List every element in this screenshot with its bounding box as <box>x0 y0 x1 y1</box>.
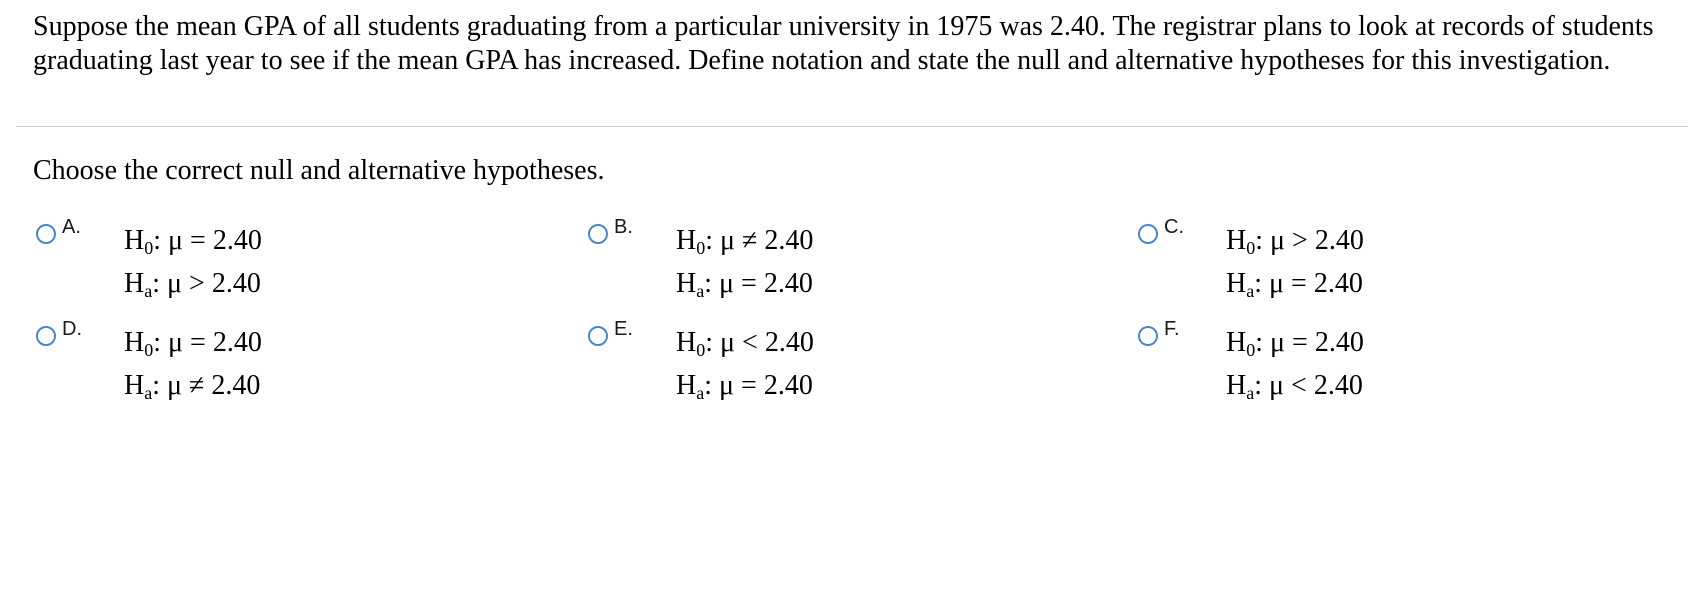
choice-letter-c: C. <box>1164 216 1184 238</box>
null-hypothesis-f: $H_0$: μ = 2.40 <box>1226 327 1364 360</box>
radio-button-b[interactable] <box>588 224 608 244</box>
instruction-text: Choose the correct null and alternative hypotheses. <box>33 155 605 186</box>
alternative-hypothesis-d: $H_a$: μ ≠ 2.40 <box>124 370 261 403</box>
divider <box>16 126 1688 127</box>
choice-f[interactable] <box>1138 318 1638 408</box>
choice-e[interactable] <box>588 318 1088 408</box>
alternative-hypothesis-e: $H_a$: μ = 2.40 <box>676 370 813 403</box>
alternative-hypothesis-a: $H_a$: μ > 2.40 <box>124 268 261 301</box>
null-hypothesis-c: $H_0$: μ > 2.40 <box>1226 225 1364 258</box>
choice-c[interactable] <box>1138 216 1638 306</box>
choice-letter-d: D. <box>62 318 82 340</box>
radio-button-e[interactable] <box>588 326 608 346</box>
choice-letter-a: A. <box>62 216 81 238</box>
alternative-hypothesis-f: $H_a$: μ < 2.40 <box>1226 370 1363 403</box>
radio-button-a[interactable] <box>36 224 56 244</box>
choice-letter-f: F. <box>1164 318 1180 340</box>
alternative-hypothesis-b: $H_a$: μ = 2.40 <box>676 268 813 301</box>
null-hypothesis-d: $H_0$: μ = 2.40 <box>124 327 262 360</box>
radio-button-f[interactable] <box>1138 326 1158 346</box>
choice-b[interactable] <box>588 216 1088 306</box>
choice-d[interactable] <box>36 318 536 408</box>
question-text: Suppose the mean GPA of all students graduating from a particular university in 1975 was 2.40. The registrar plans to look at records of students graduating last year to see if the mean GPA has increased. Define notation and state the null and alternative hypotheses for this investigation. <box>33 11 1654 76</box>
null-hypothesis-e: $H_0$: μ < 2.40 <box>676 327 814 360</box>
alternative-hypothesis-c: $H_a$: μ = 2.40 <box>1226 268 1363 301</box>
choice-letter-b: B. <box>614 216 633 238</box>
null-hypothesis-a: $H_0$: μ = 2.40 <box>124 225 262 258</box>
null-hypothesis-b: $H_0$: μ ≠ 2.40 <box>676 225 814 258</box>
choice-a[interactable] <box>36 216 536 306</box>
choice-letter-e: E. <box>614 318 633 340</box>
radio-button-c[interactable] <box>1138 224 1158 244</box>
radio-button-d[interactable] <box>36 326 56 346</box>
